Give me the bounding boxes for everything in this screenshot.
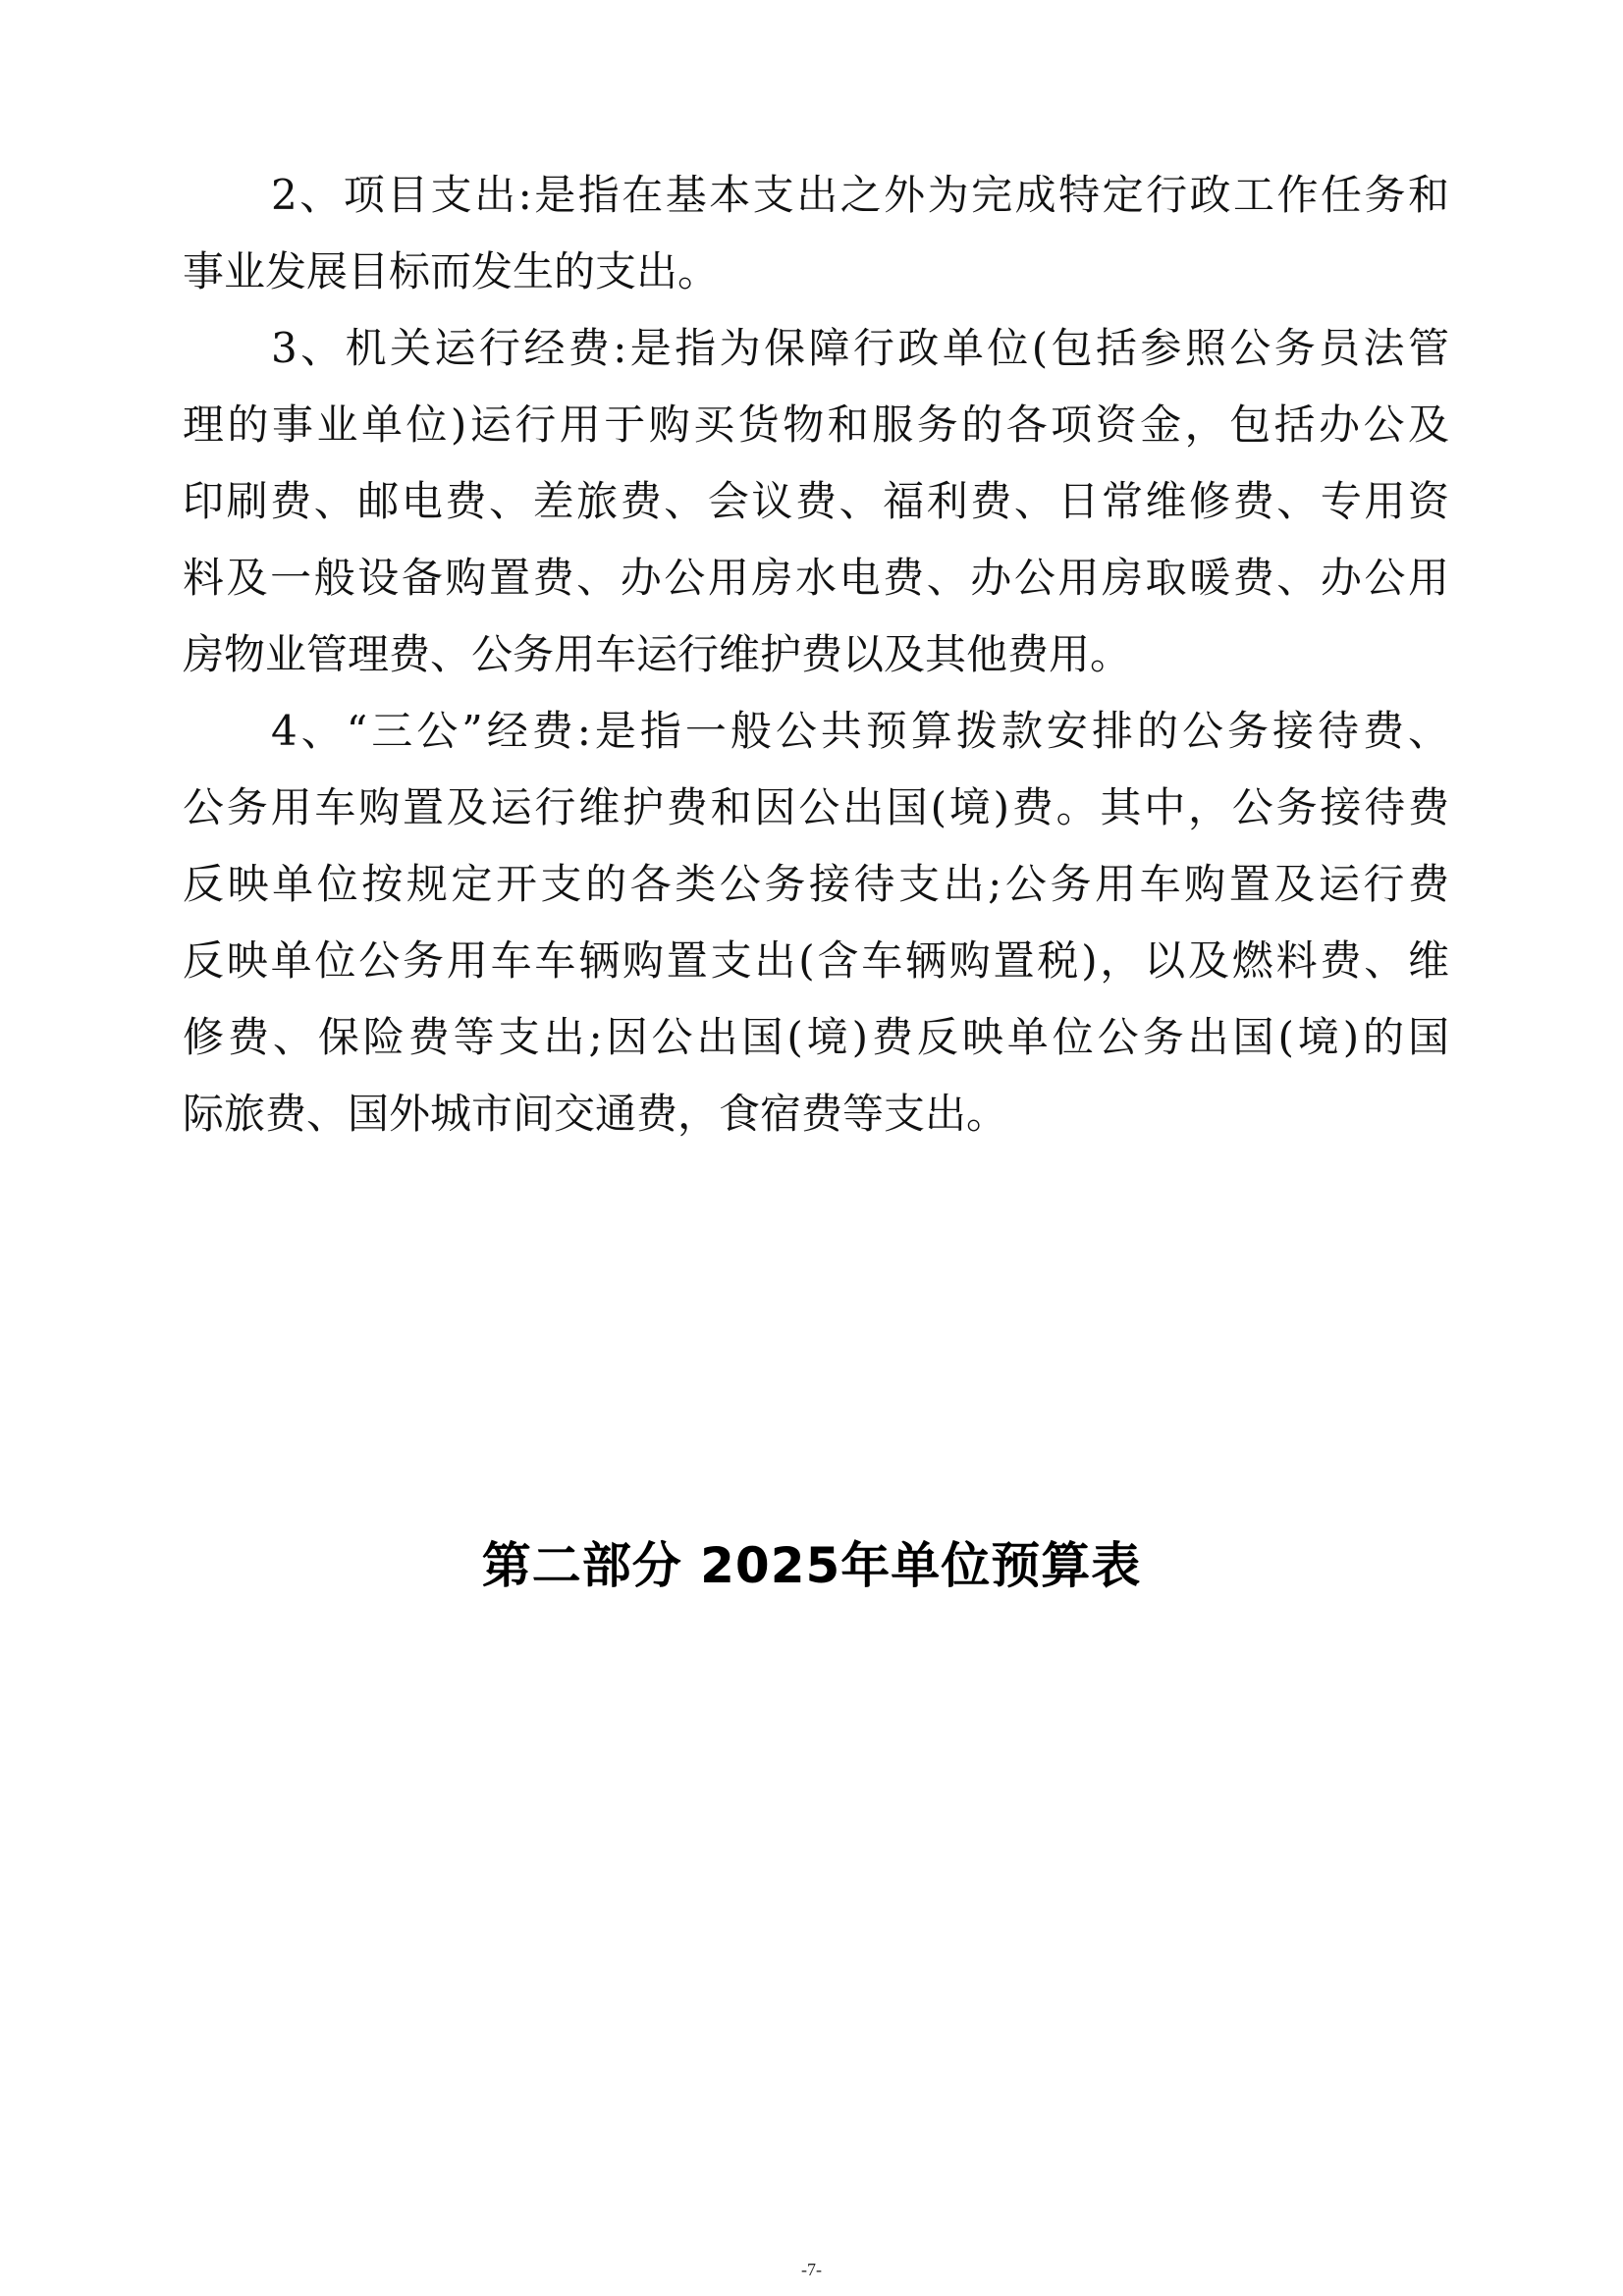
text-line: 料及一般设备购置费、办公用房水电费、办公用房取暖费、办公用 (183, 554, 1449, 602)
text-line: 印刷费、邮电费、差旅费、会议费、福利费、日常维修费、专用资 (183, 477, 1449, 525)
section-title: 第二部分 2025年单位预算表 (481, 1537, 1142, 1594)
text-line: 4、“三公”经费:是指一般公共预算拨款安排的公务接待费、 (271, 707, 1449, 755)
text-line: 3、机关运行经费:是指为保障行政单位(包括参照公务员法管 (271, 324, 1449, 372)
text-line: 修费、保险费等支出;因公出国(境)费反映单位公务出国(境)的国 (183, 1013, 1449, 1061)
text-line: 反映单位公务用车车辆购置支出(含车辆购置税)，以及燃料费、维 (183, 936, 1449, 985)
text-line: 理的事业单位)运行用于购买货物和服务的各项资金，包括办公及 (183, 400, 1449, 449)
text-line: 反映单位按规定开支的各类公务接待支出;公务用车购置及运行费 (183, 860, 1449, 908)
text-line: 际旅费、国外城市间交通费，食宿费等支出。 (183, 1090, 1008, 1138)
text-line: 2、项目支出:是指在基本支出之外为完成特定行政工作任务和 (271, 171, 1449, 219)
text-line: 房物业管理费、公务用车运行维护费以及其他费用。 (183, 630, 1132, 678)
text-line: 公务用车购置及运行维护费和因公出国(境)费。其中，公务接待费 (183, 783, 1449, 831)
body-text (183, 157, 1449, 1152)
page-number: -7- (801, 2260, 822, 2279)
paragraph-three-public-expenses (183, 693, 1449, 1152)
text-line: 事业发展目标而发生的支出。 (183, 247, 720, 295)
paragraph-project-expenditure (183, 157, 1449, 310)
paragraph-operating-expenses (183, 310, 1449, 693)
